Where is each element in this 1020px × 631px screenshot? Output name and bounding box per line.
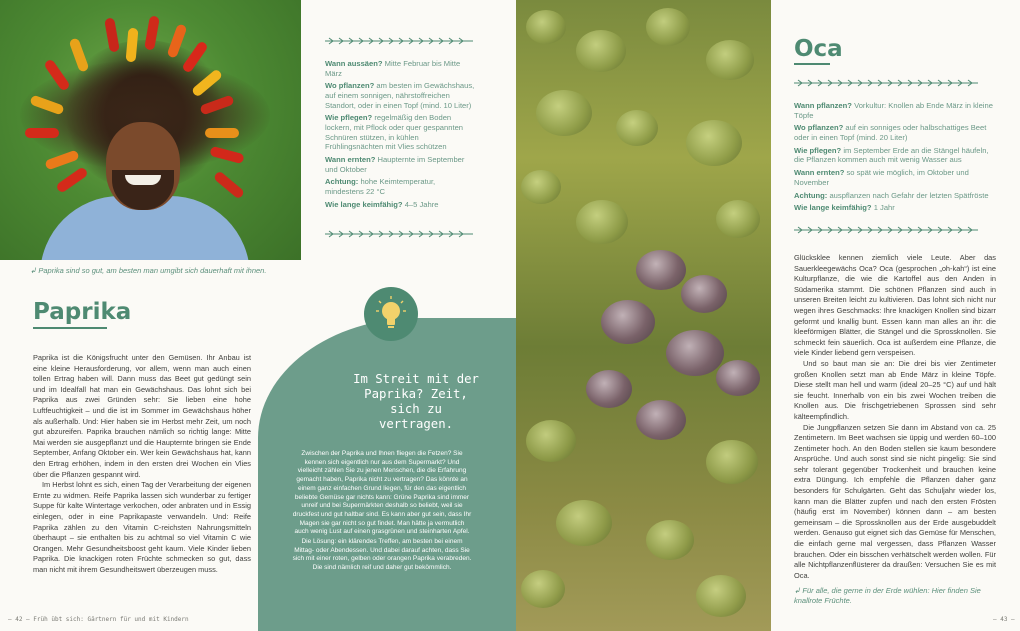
fact-item: Wann aussäen? Mitte Februar bis Mitte März: [325, 59, 461, 78]
oca-photo: [516, 0, 771, 631]
body-paragraph: Im Herbst lohnt es sich, einen Tag der Verarbeitung der eigenen Ernte zu widmen. Reife Paprika lassen sich wunderbar zu fertiger Suppe für kalte Wintertage verkochen, oder anbraten und in Essig einlegen, oder in eine Paprikapaste verwandeln. Und: Reife Paprika zählen zu den Vitamin C-reichsten Nahrungsmitteln überhaupt – sie enthalten bis zu achtmal so viel Vitamin C wie Orangen. Mehr Gesundheitsboost geht kaum. Viele Kinder lieben Paprika. Die knackigen roten Früchte schmecken so gut, dass man nicht mit ihrem Gesundheitswert überzeugen muss.: [33, 480, 251, 574]
arrow-line-divider: [794, 226, 978, 234]
fact-item: Wie lange keimfähig? 4–5 Jahre: [325, 199, 439, 209]
body-paragraph: Paprika ist die Königsfrucht unter den Gemüsen. Ihr Anbau ist eine kleine Herausforderung, vor allem, wenn man auch einen tollen Ertrag haben will. Dann muss das Beet gut gedüngt sein und im Idealfall hat man ein Gewächshaus. Das lohnt sich bei Paprika aus zwei Gründen sehr: Sie lieben eine hohe Luftfeuchtigkeit – und die ist im Sommer im Gewächshaus höher als außerhalb. Und: Hier haben sie im Herbst mehr Zeit, um noch gut abzureifen. Paprika brauchen nämlich so richtig lange: Mitte Mai werden sie ausgepflanzt und die Haupternte bringen sie Ende September, Anfang Oktober ein. Wer kein Gewächshaus hat, kann den Ertrag erhöhen, indem in den ersten drei Wochen ein Vlies über die Pflanzen gespannt wird.: [33, 353, 251, 479]
fact-item: Wann ernten? Haupternte im September und Oktober: [325, 154, 465, 174]
sidebar-text: [292, 450, 472, 574]
page-title: Paprika: [33, 299, 132, 325]
arrow-small-icon: ↲: [794, 586, 803, 595]
arrow-small-icon: ↲: [30, 266, 39, 275]
fact-item: Wo pflanzen? am besten im Gewächshaus, auf einem sonnigen, nährstoffreichen Standort, oder in einen Topf (mind. 10 Liter): [325, 81, 475, 110]
title-underline: [33, 327, 107, 329]
title-underline: [794, 63, 830, 65]
arrow-line-divider: [325, 230, 473, 238]
body-paragraph: Glücksklee kennen ziemlich viele Leute. Aber das Sauerkleegewächs Oca? Oca (gesprochen „oh-kah“) ist eine Kulturpflanze, die wie die Kartoffel aus den Anden in Südamerika stammt. Die schönen Pflanzen sind auch in unseren Breiten leicht zu kultivieren. Das lohnt sich nicht nur wegen ihres Geschmacks: Ihre knackigen Knollen sind bizarr geformt und knallig bunt. Essen kann man alles an ihr: die kleeförmigen Blätter, die Stängel und die Sprossknollen. Sie schmeckt fein säuerlich. Oca ist außerdem eine Pflanze, die viele Kinder liebend gern verspeisen.: [794, 253, 996, 358]
arrow-line-divider: [794, 79, 978, 87]
fact-item: Wann ernten? so spät wie möglich, im Oktober und November: [794, 168, 969, 187]
fact-item: Wie pflegen? regelmäßig den Boden lockern, mit Pflock oder quer gespannten Schnüren stützen, in kühlen Frühlingsnächten mit Vlies schützen: [325, 113, 464, 152]
oca-facts: [794, 101, 994, 216]
paprika-body: [33, 353, 251, 575]
body-paragraph: Die Jungpflanzen setzen Sie dann im Abstand von ca. 25 Zentimetern. Im Beet wachsen sie üppig und werden 60–100 Zentimeter hoch. An den Boden stellen sie kaum besondere Ansprüche. Und auch sonst sind sie nicht pingelig: Sie sind sehr tolerant gegenüber Trockenheit und brauchen keine extra Düngung. Ich empfehle die Pflanzen daher ganz besonders für Schulgärten. Geht das Schuljahr wieder los, kann man die Blätter zupfen und nach den ersten Frösten (häufig erst im November) können dann – am besten gemeinsam – die Sprossknollen aus der Erde ausgebuddelt werden. Genauso gut eignet sich das Gemüse für Menschen, die einfach gerne mal vergessen, dass Pflanzen Wasser brauchen. Oder ein bisschen verhätschelt werden wollen. Für alle Nichtpflanzenflüsterer da draußen: Versuchen Sie es mit Oca.: [794, 422, 996, 580]
fact-item: Wann pflanzen? Vorkultur: Knollen ab Ende März in kleine Töpfe: [794, 101, 993, 120]
paprika-photo: [0, 0, 301, 260]
fact-item: Achtung: auspflanzen nach Gefahr der letzten Spätfröste: [794, 190, 989, 200]
sidebar-quote: Im Streit mit der Paprika? Zeit, sich zu vertragen.: [353, 372, 479, 431]
lightbulb-badge: [364, 287, 418, 341]
paprika-facts: [325, 59, 475, 212]
photo-caption-right: ↲ Für alle, die gerne in der Erde wühlen: Hier finden Sie knallrote Früchte.: [794, 586, 981, 605]
page-footer-right: – 43 –: [993, 616, 1015, 623]
fact-item: Wo pflanzen? auf ein sonniges oder halbschattiges Beet oder in einen Topf (mind. 20 Liter): [794, 123, 987, 142]
section-title: Oca: [794, 36, 843, 62]
fact-item: Wie lange keimfähig? 1 Jahr: [794, 203, 895, 213]
page-footer-left: – 42 – Früh übt sich: Gärtnern für und mit Kindern: [8, 616, 189, 623]
arrow-line-divider: [325, 37, 473, 45]
sidebar-paragraph: Zwischen der Paprika und Ihnen fliegen die Fetzen? Sie kennen sich eigentlich nur aus dem Supermarkt? Und vielleicht zählen Sie zu jenen Menschen, die die Erfahrung gemacht haben, Paprika nicht zu vertragen? Das könnte an einem ganz einfachen Grund liegen, für den das eigentlich beliebte Gemüse gar nichts kann: Grüne Paprika sind immer unreif und bei Supermärkten deshalb so beliebt, weil sie druckfest und gut haltbar sind. Es kann aber gut sein, dass Ihr Magen sie gar nicht so gut findet. Man hätte ja vermutlich auch wenig Lust auf einen grasgrünen und steinharten Apfel.: [292, 450, 472, 536]
fact-item: Achtung: hohe Keimtemperatur, mindestens 22 °C: [325, 177, 436, 196]
paprika-photo-caption: ↲ Paprika sind so gut, am besten man umgibt sich dauerhaft mit ihnen.: [30, 266, 267, 275]
oca-body: [794, 253, 996, 581]
fact-item: Wie pflegen? im September Erde an die Stängel häufeln, die Pflanzen kommen auch mit wenig Wasser aus: [794, 145, 989, 165]
sidebar-paragraph: Die Lösung: ein klärendes Treffen, am besten bei einem Mittag- oder Abendessen. Und dabei darauf achten, dass Sie sich mit einer roten, gelben oder orangen Paprika verabreden. Die sind nämlich reif und daher gut bekömmlich.: [292, 538, 472, 572]
body-paragraph: Und so baut man sie an: Die drei bis vier Zentimeter großen Knollen setzt man ab Ende März in kleine Töpfe. Diese stellt man hell und warm (ideal 20–25 °C) auf und hält sie feucht. Innerhalb von ein bis zwei Wochen treiben die Knollen aus. Die frischgetriebenen Sprossen sind sehr kälteempfindlich.: [794, 358, 996, 421]
lightbulb-icon: [364, 287, 418, 341]
